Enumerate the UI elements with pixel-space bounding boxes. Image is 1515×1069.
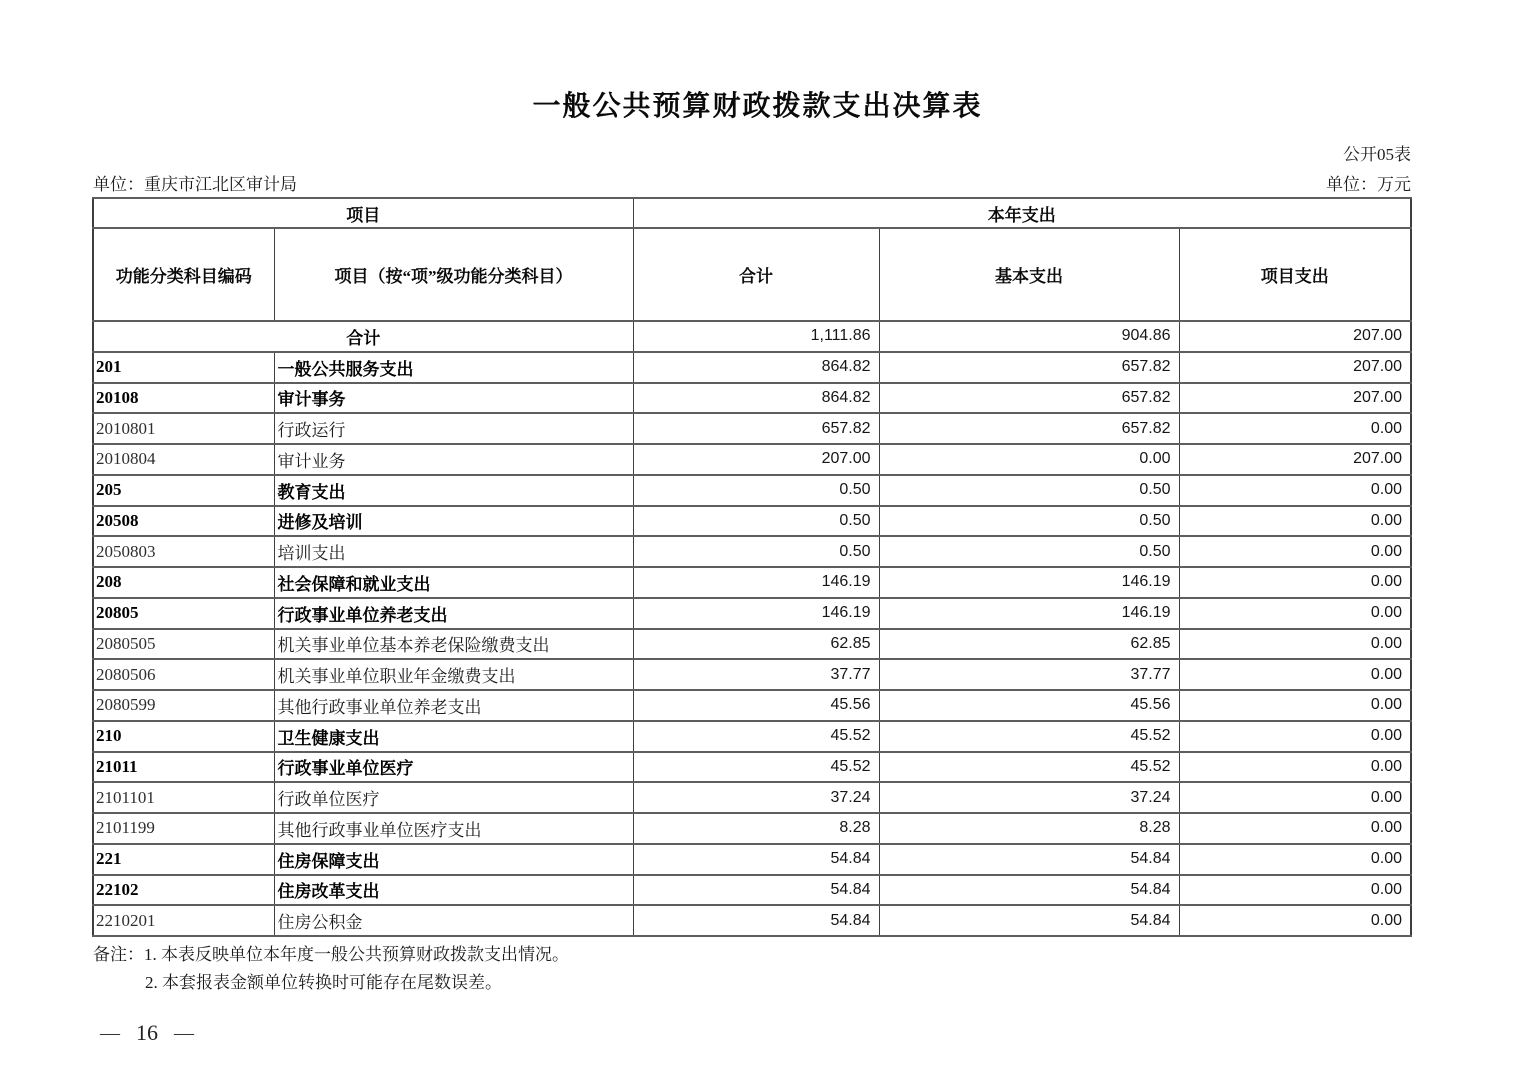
cell-basic: 657.82 [879, 413, 1179, 444]
cell-total: 207.00 [633, 444, 879, 475]
cell-name: 合计 [93, 321, 633, 352]
cell-code: 205 [93, 475, 274, 506]
table-row [93, 413, 1411, 444]
cell-basic: 0.50 [879, 506, 1179, 537]
cell-code: 221 [93, 844, 274, 875]
cell-basic: 54.84 [879, 875, 1179, 906]
unit-currency: 单位：万元 [1326, 175, 1411, 194]
cell-total: 657.82 [633, 413, 879, 444]
page-number-dash-left: — [100, 1021, 120, 1044]
table-row [93, 536, 1411, 567]
header-group-row [93, 198, 1411, 228]
cell-name: 培训支出 [274, 536, 633, 567]
header-col-item: 项目（按“项”级功能分类科目） [274, 228, 633, 321]
cell-project: 207.00 [1179, 352, 1411, 383]
cell-code: 22102 [93, 875, 274, 906]
cell-total: 45.56 [633, 690, 879, 721]
note-line-1 [93, 941, 569, 969]
cell-total: 54.84 [633, 905, 879, 936]
cell-total: 146.19 [633, 567, 879, 598]
table-row [93, 813, 1411, 844]
budget-table [92, 197, 1412, 937]
cell-project: 0.00 [1179, 690, 1411, 721]
note-line-2: 2. 本套报表金额单位转换时可能存在尾数误差。 [145, 973, 502, 992]
cell-project: 207.00 [1179, 321, 1411, 352]
cell-project: 0.00 [1179, 844, 1411, 875]
cell-code: 2080506 [93, 659, 274, 690]
table-row [93, 475, 1411, 506]
cell-name: 行政事业单位医疗 [274, 752, 633, 783]
unit-organization: 单位：重庆市江北区审计局 [93, 175, 297, 194]
table-row [93, 875, 1411, 906]
cell-basic: 54.84 [879, 844, 1179, 875]
cell-project: 0.00 [1179, 629, 1411, 660]
cell-code: 2010804 [93, 444, 274, 475]
cell-basic: 904.86 [879, 321, 1179, 352]
table-row [93, 444, 1411, 475]
notes-block [93, 941, 569, 997]
table-row [93, 721, 1411, 752]
cell-basic: 8.28 [879, 813, 1179, 844]
table-row [93, 567, 1411, 598]
cell-basic: 657.82 [879, 383, 1179, 414]
cell-total: 37.77 [633, 659, 879, 690]
cell-name: 社会保障和就业支出 [274, 567, 633, 598]
cell-basic: 45.52 [879, 752, 1179, 783]
doc-number-label: 公开05表 [1343, 145, 1411, 164]
cell-name: 机关事业单位基本养老保险缴费支出 [274, 629, 633, 660]
cell-name: 审计业务 [274, 444, 633, 475]
cell-total: 45.52 [633, 752, 879, 783]
cell-total: 0.50 [633, 475, 879, 506]
notes-label: 备注： [93, 945, 144, 964]
table-row [93, 352, 1411, 383]
cell-project: 0.00 [1179, 598, 1411, 629]
cell-name: 审计事务 [274, 383, 633, 414]
cell-name: 住房改革支出 [274, 875, 633, 906]
table-row [93, 752, 1411, 783]
cell-name: 行政事业单位养老支出 [274, 598, 633, 629]
cell-name: 进修及培训 [274, 506, 633, 537]
cell-code: 208 [93, 567, 274, 598]
table-row [93, 690, 1411, 721]
cell-name: 住房保障支出 [274, 844, 633, 875]
cell-total: 37.24 [633, 782, 879, 813]
cell-project: 0.00 [1179, 659, 1411, 690]
cell-name: 机关事业单位职业年金缴费支出 [274, 659, 633, 690]
table-row [93, 659, 1411, 690]
cell-code: 210 [93, 721, 274, 752]
page-number [100, 1020, 194, 1046]
cell-code: 2210201 [93, 905, 274, 936]
header-col-project: 项目支出 [1179, 228, 1411, 321]
cell-basic: 0.50 [879, 536, 1179, 567]
header-col-code: 功能分类科目编码 [93, 228, 274, 321]
cell-code: 2101101 [93, 782, 274, 813]
cell-project: 0.00 [1179, 752, 1411, 783]
table-header [93, 198, 1411, 321]
cell-basic: 37.77 [879, 659, 1179, 690]
cell-project: 0.00 [1179, 813, 1411, 844]
cell-basic: 146.19 [879, 598, 1179, 629]
cell-name: 一般公共服务支出 [274, 352, 633, 383]
cell-basic: 657.82 [879, 352, 1179, 383]
table-row [93, 629, 1411, 660]
cell-project: 0.00 [1179, 536, 1411, 567]
cell-code: 20108 [93, 383, 274, 414]
cell-total: 8.28 [633, 813, 879, 844]
cell-project: 0.00 [1179, 506, 1411, 537]
page-number-dash-right: — [174, 1021, 194, 1044]
header-col-basic: 基本支出 [879, 228, 1179, 321]
header-group-year-expense: 本年支出 [633, 198, 1411, 228]
table-row [93, 598, 1411, 629]
cell-total: 0.50 [633, 536, 879, 567]
cell-project: 0.00 [1179, 721, 1411, 752]
cell-code: 20805 [93, 598, 274, 629]
cell-name: 住房公积金 [274, 905, 633, 936]
cell-total: 45.52 [633, 721, 879, 752]
cell-total: 146.19 [633, 598, 879, 629]
cell-code: 2080599 [93, 690, 274, 721]
cell-basic: 62.85 [879, 629, 1179, 660]
table-row [93, 321, 1411, 352]
cell-project: 207.00 [1179, 383, 1411, 414]
cell-code: 2101199 [93, 813, 274, 844]
cell-total: 864.82 [633, 352, 879, 383]
cell-project: 0.00 [1179, 875, 1411, 906]
cell-project: 0.00 [1179, 567, 1411, 598]
page-title: 一般公共预算财政拨款支出决算表 [532, 91, 983, 122]
cell-total: 54.84 [633, 844, 879, 875]
cell-project: 0.00 [1179, 413, 1411, 444]
units-line [93, 170, 1411, 195]
table-row [93, 905, 1411, 936]
note-text-1: 1. 本表反映单位本年度一般公共预算财政拨款支出情况。 [144, 945, 569, 964]
cell-basic: 37.24 [879, 782, 1179, 813]
cell-code: 20508 [93, 506, 274, 537]
table-row [93, 506, 1411, 537]
cell-basic: 146.19 [879, 567, 1179, 598]
cell-code: 21011 [93, 752, 274, 783]
table-row [93, 844, 1411, 875]
cell-project: 0.00 [1179, 905, 1411, 936]
table-body [93, 321, 1411, 936]
cell-code: 2050803 [93, 536, 274, 567]
header-col-total: 合计 [633, 228, 879, 321]
cell-code: 2080505 [93, 629, 274, 660]
cell-project: 0.00 [1179, 475, 1411, 506]
cell-basic: 54.84 [879, 905, 1179, 936]
cell-code: 2010801 [93, 413, 274, 444]
cell-basic: 0.00 [879, 444, 1179, 475]
page-number-value: 16 [136, 1020, 158, 1045]
cell-name: 行政单位医疗 [274, 782, 633, 813]
cell-name: 教育支出 [274, 475, 633, 506]
table-row [93, 383, 1411, 414]
cell-code: 201 [93, 352, 274, 383]
cell-name: 其他行政事业单位养老支出 [274, 690, 633, 721]
header-columns-row [93, 228, 1411, 321]
cell-project: 207.00 [1179, 444, 1411, 475]
cell-total: 54.84 [633, 875, 879, 906]
cell-project: 0.00 [1179, 782, 1411, 813]
cell-total: 1,111.86 [633, 321, 879, 352]
cell-total: 0.50 [633, 506, 879, 537]
cell-basic: 0.50 [879, 475, 1179, 506]
cell-total: 62.85 [633, 629, 879, 660]
cell-basic: 45.56 [879, 690, 1179, 721]
cell-basic: 45.52 [879, 721, 1179, 752]
header-group-item: 项目 [93, 198, 633, 228]
cell-name: 其他行政事业单位医疗支出 [274, 813, 633, 844]
cell-name: 卫生健康支出 [274, 721, 633, 752]
table-row [93, 782, 1411, 813]
cell-name: 行政运行 [274, 413, 633, 444]
cell-total: 864.82 [633, 383, 879, 414]
